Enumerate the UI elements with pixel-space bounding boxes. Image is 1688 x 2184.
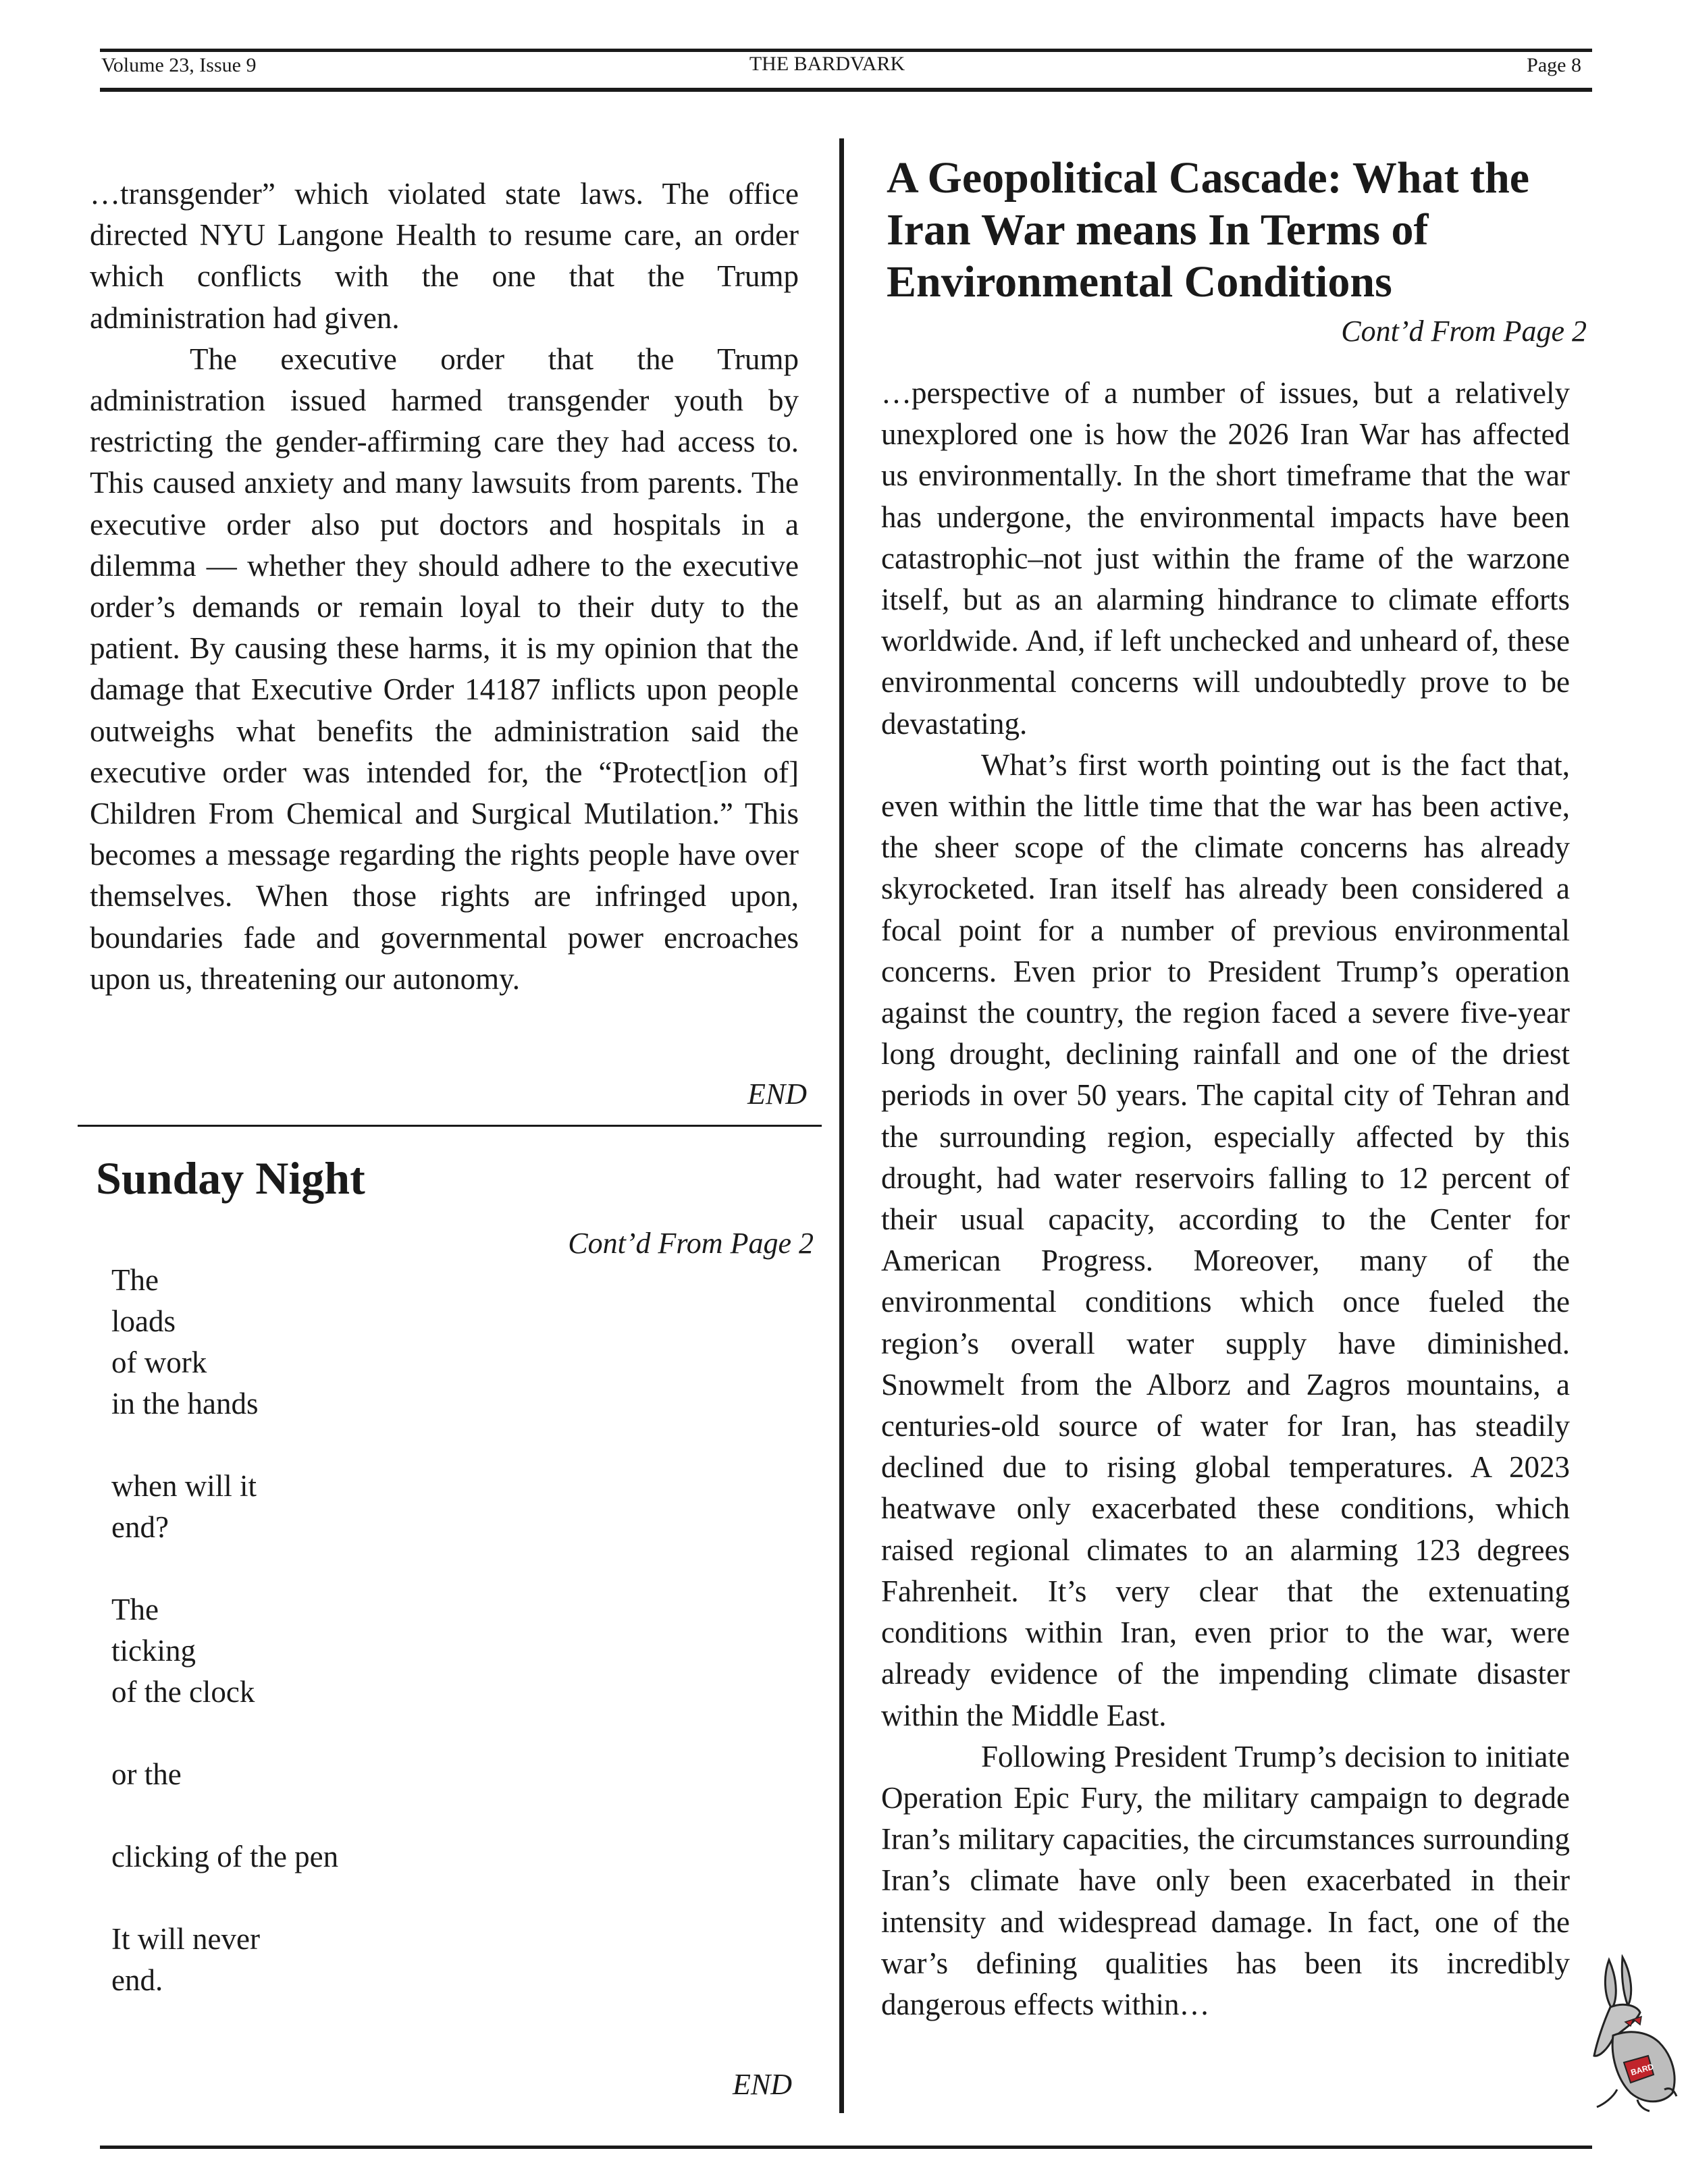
- poem-stanza: [111, 1836, 338, 1877]
- column-divider: [839, 138, 844, 2113]
- poem-stanza: [111, 1754, 338, 1795]
- poem-line: of work: [111, 1346, 207, 1379]
- poem-line: when will it: [111, 1469, 257, 1503]
- poem-line: The: [111, 1593, 159, 1626]
- mascot-book-label: BARD: [1629, 2062, 1655, 2078]
- right-article-title: A Geopolitical Cascade: What the Iran War means In Terms of Environmental Conditions: [887, 153, 1530, 307]
- right-article-paragraph: What’s first worth pointing out is the fact that, even within the little time that the war has been active, the sheer scope of the climate concerns has already skyrocketed. Iran itself has already been considered a focal point for a number of previous environmental concerns. Even prior to President Trump’s operation against the country, the region faced a severe five-year long drought, declining rainfall and one of the driest periods in over 50 years. The capital city of Tehran and the surrounding region, especially affected by this drought, had water reservoirs falling to 12 percent of their usual capacity, according to the Center for American Progress. Moreover, many of the environmental conditions which once fueled the region’s overall water supply have diminished. Snowmelt from the Alborz and Zagros mountains, a centuries-old source of water for Iran, has steadily declined due to rising global temperatures. A 2023 heatwave only exacerbated these conditions, which raised regional climates to an alarming 123 degrees Fahrenheit. It’s very clear that the extenuating conditions within Iran, even prior to the war, were already evidence of the impending climate disaster within the Middle East.: [881, 747, 1570, 1732]
- right-article-body: [881, 373, 1570, 2025]
- left-article-end-marker: END: [747, 1077, 807, 1111]
- header-volume: Volume 23, Issue 9: [101, 54, 257, 76]
- poem-line: end.: [111, 1963, 163, 1997]
- poem-line: of the clock: [111, 1675, 255, 1709]
- poem-line: It will never: [111, 1922, 260, 1956]
- header-top-rule: [100, 49, 1592, 52]
- poem-line: clicking of the pen: [111, 1840, 339, 1873]
- poem-stanza: [111, 1919, 338, 2001]
- poem-line: loads: [111, 1304, 176, 1338]
- header-bottom-rule: [100, 88, 1592, 92]
- poem-line: or the: [111, 1757, 182, 1791]
- right-article-paragraph: …perspective of a number of issues, but a relatively unexplored one is how the 2026 Iran War has affected us environmentally. In the short timeframe that the war has undergone, the environmental impacts have been catastrophic–not just within the frame of the warzone itself, but as an alarming hindrance to climate efforts worldwide. And, if left unchecked and unheard of, these environmental concerns will undoubtedly prove to be devastating.: [881, 376, 1570, 741]
- poem-stanza: [111, 1466, 338, 1548]
- poem-line: ticking: [111, 1634, 196, 1668]
- header-page: Page 8: [1527, 54, 1581, 76]
- poem-title: Sunday Night: [96, 1152, 365, 1204]
- poem-stanza: [111, 1589, 338, 1713]
- left-article-body: [90, 174, 799, 1000]
- poem-line: end?: [111, 1510, 169, 1544]
- left-article-paragraph: …transgender” which violated state laws. The office directed NYU Langone Health to resume care, an order which conflicts with the one that the Trump administration had given.: [90, 177, 799, 335]
- poem-line: in the hands: [111, 1387, 259, 1420]
- right-article-paragraph: Following President Trump’s decision to initiate Operation Epic Fury, the military campaign to degrade Iran’s military capacities, the circumstances surrounding Iran’s climate have only been exacerbated in their intensity and widespread damage. In fact, one of the war’s defining qualities has been its incredibly dangerous effects within…: [881, 1739, 1570, 2021]
- poem-body: [111, 1260, 338, 2001]
- poem-continued-note: Cont’d From Page 2: [568, 1227, 814, 1260]
- poem-line: The: [111, 1263, 159, 1297]
- header-publication: THE BARDVARK: [749, 53, 905, 75]
- poem-stanza: [111, 1260, 338, 1424]
- right-article-continued-note: Cont’d From Page 2: [1341, 315, 1587, 348]
- left-article-paragraph: The executive order that the Trump administration issued harmed transgender youth by restricting the gender-affirming care they had access to. This caused anxiety and many lawsuits from parents. The executive order also put doctors and hospitals in a dilemma — whether they should adhere to the executive order’s demands or remain loyal to their duty to the patient. By causing these harms, it is my opinion that the damage that Executive Order 14187 inflicts upon people outweighs what benefits the administration said the executive order was intended for, the “Protect[ion of] Children From Chemical and Surgical Mutilation.” This becomes a message regarding the rights people have over themselves. When those rights are infringed upon, boundaries fade and governmental power encroaches upon us, threatening our autonomy.: [90, 342, 799, 996]
- footer-rule: [100, 2146, 1592, 2149]
- poem-end-marker: END: [733, 2068, 792, 2101]
- aardvark-mascot-icon: [1583, 1954, 1681, 2113]
- section-divider: [78, 1125, 822, 1127]
